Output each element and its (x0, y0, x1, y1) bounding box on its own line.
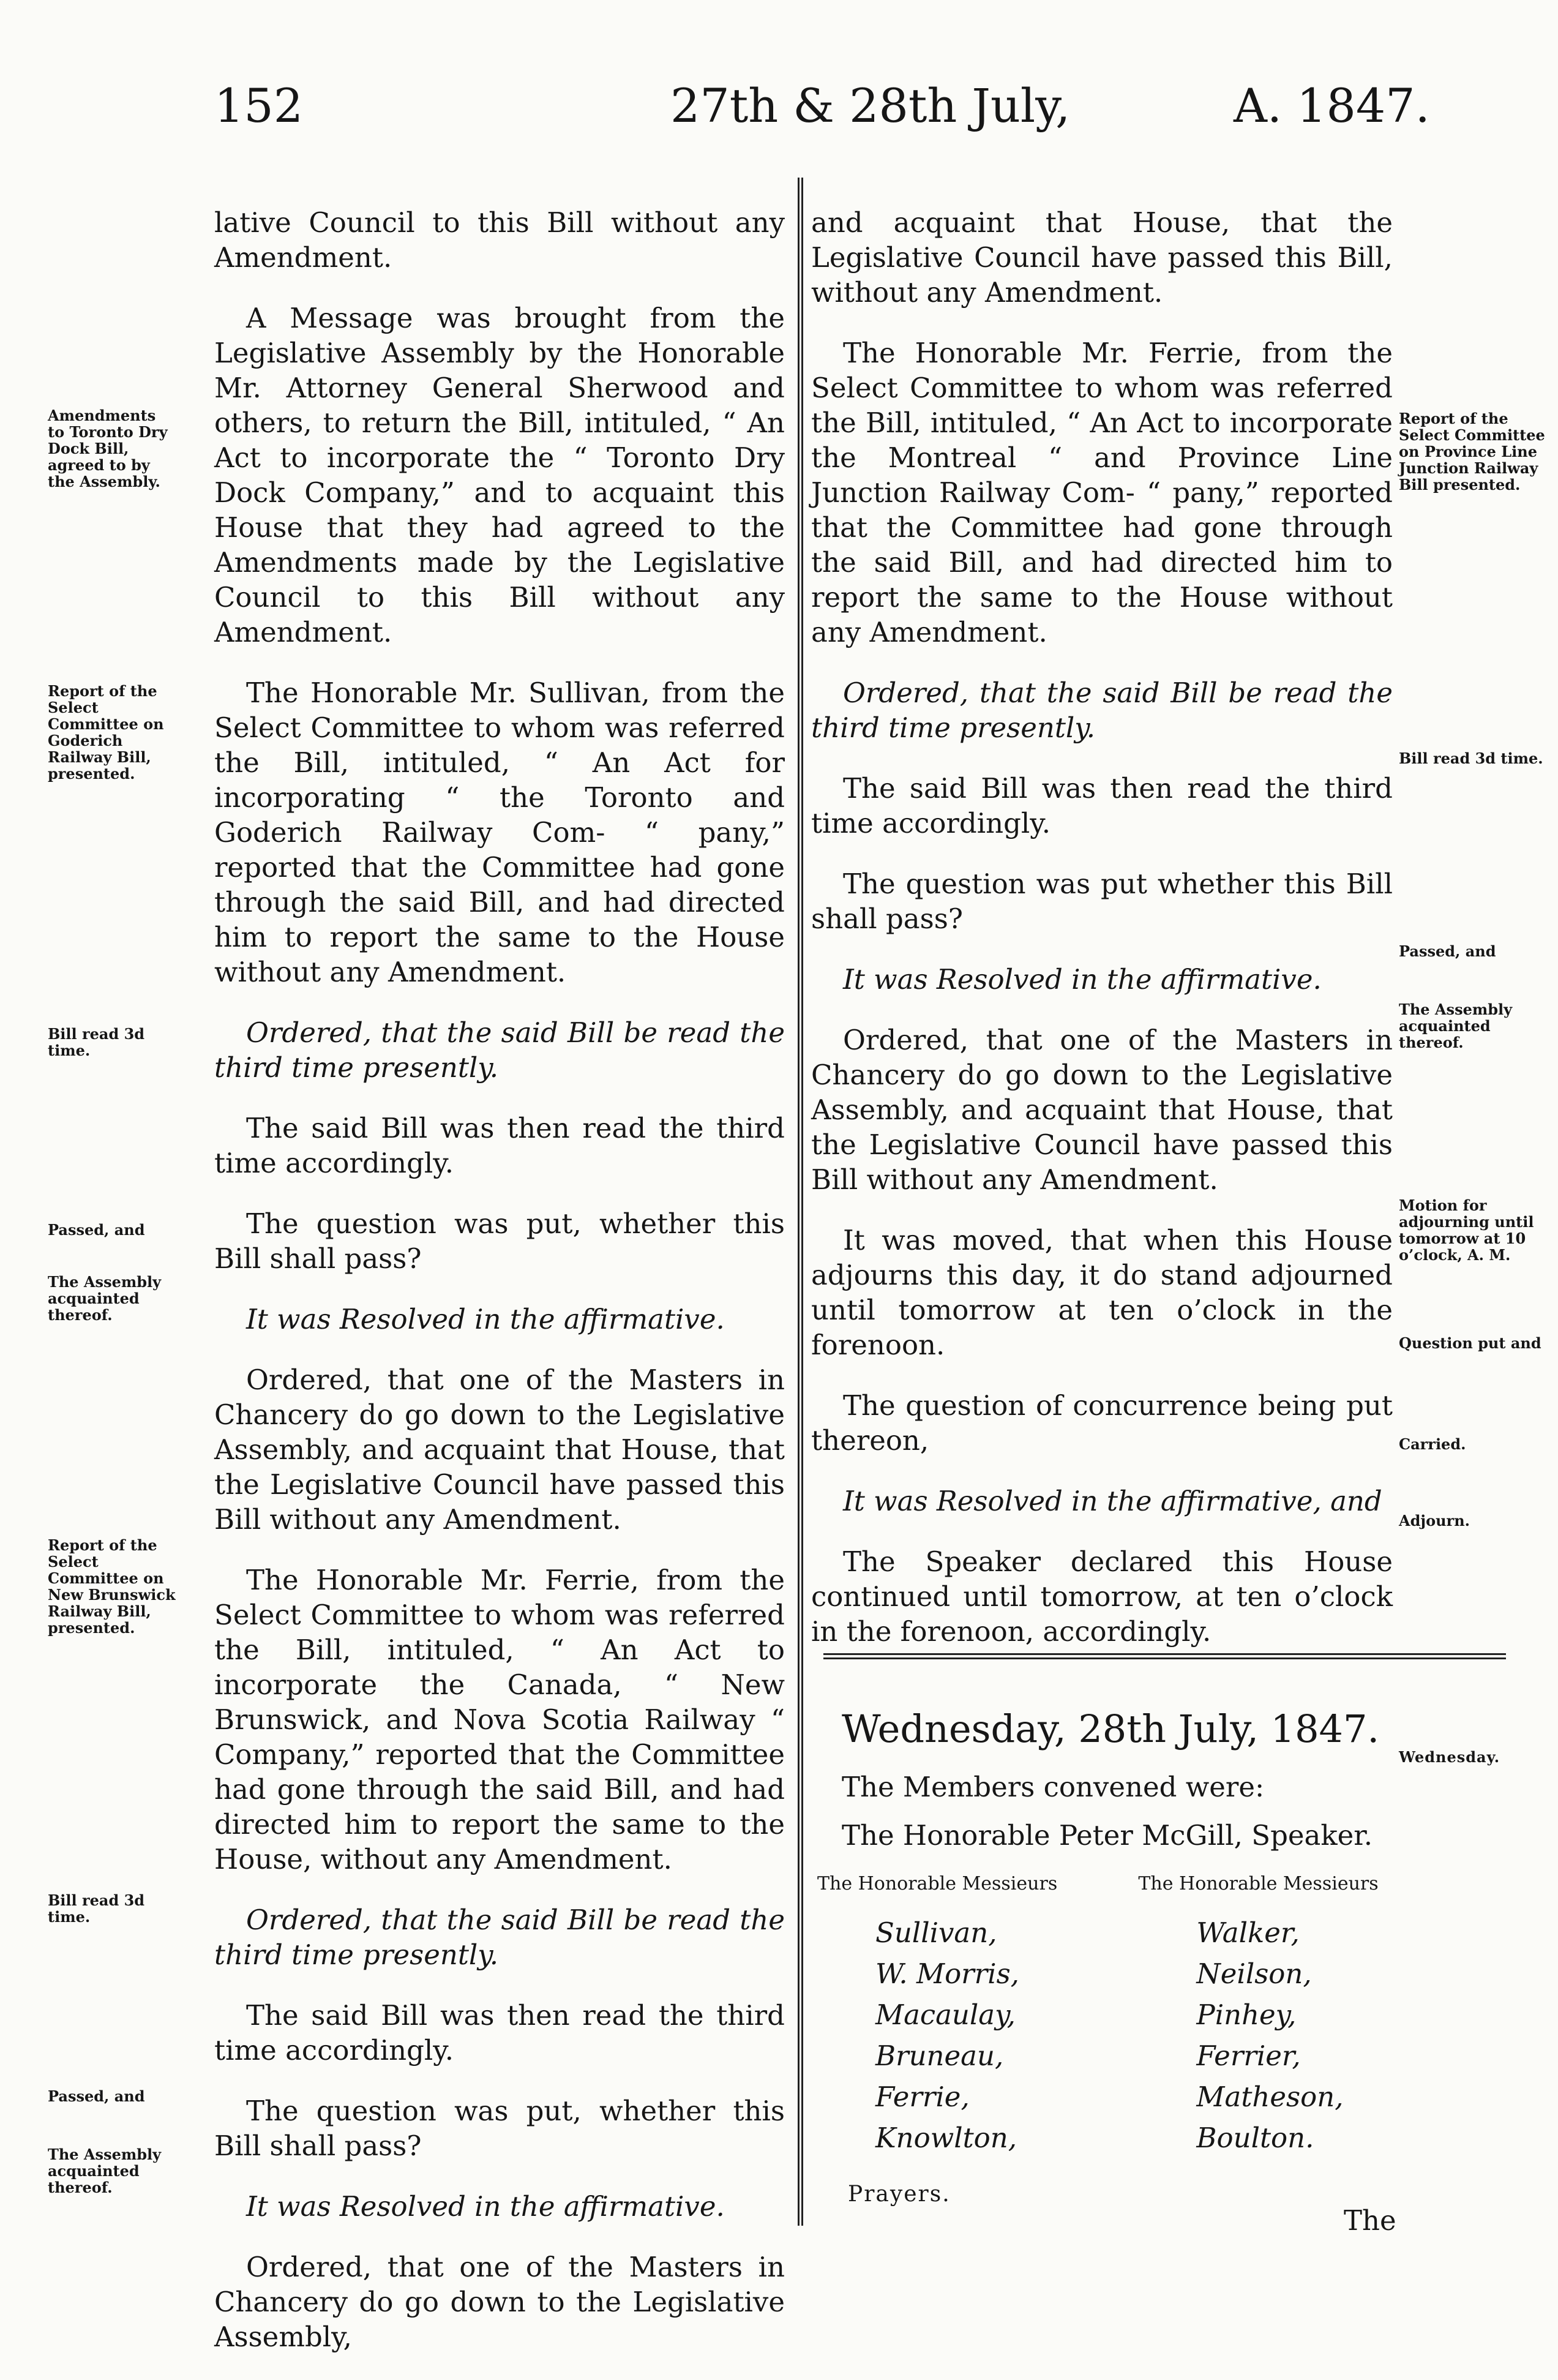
paragraph: It was Resolved in the affirmative. (246, 2190, 725, 2223)
margin-note: Report of the Select Committee on New Brunswick Railway Bill, presented. (48, 1536, 176, 1637)
attendance-list (811, 1770, 1393, 1853)
margin-note: Bill read 3d time. (48, 1891, 145, 1926)
paragraph: Ordered, that the said Bill be read the third time presently. (214, 1016, 785, 1084)
paragraph: It was moved, that when this House adjourns this day, it do stand adjourned until tomorrow at ten o’clock in the forenoon. (811, 1224, 1393, 1361)
margin-note: Carried. (1399, 1435, 1466, 1453)
member-name: Walker, (1196, 1916, 1300, 1949)
prayers-line: Prayers. (848, 2182, 951, 2207)
margin-note: Report of the Select Committee on Goderich Railway Bill, presented. (48, 682, 164, 783)
paragraph: The Honorable Mr. Sullivan, from the Select Committee to whom was referred the Bill, intituled, “ An Act for incorporating “ the Toronto and Goderich Railway Com- “ pany,” reported that the Committee had gone through the said Bill, and had directed him to report the same to the House without any Amendment. (214, 677, 785, 988)
margin-note: The Assembly acquainted thereof. (1399, 1000, 1513, 1051)
member-name: Matheson, (1196, 2081, 1344, 2113)
members-line: The Members convened were: (842, 1771, 1265, 1803)
margin-note: Motion for adjourning until tomorrow at 10 o’clock, A. M. (1399, 1196, 1534, 1264)
paragraph: The question was put, whether this Bill shall pass? (214, 1207, 785, 1275)
margin-note: The Assembly acquainted thereof. (48, 2145, 162, 2196)
page-date: 27th & 28th July, (670, 78, 1071, 133)
day-heading: Wednesday, 28th July, 1847. (842, 1706, 1380, 1751)
right-column (811, 205, 1393, 2212)
paragraph: Ordered, that one of the Masters in Chancery do go down to the Legislative Assembly, and acquaint that House, that the Legislative Council have passed this Bill without any Amendment. (214, 1364, 785, 1536)
paragraph: It was Resolved in the affirmative, and (843, 1485, 1382, 1517)
margin-note: Adjourn. (1399, 1512, 1470, 1530)
paragraph: Ordered, that the said Bill be read the third time presently. (811, 677, 1393, 744)
column-divider (798, 178, 803, 2226)
margin-note: Passed, and (48, 2087, 145, 2105)
left-column (214, 205, 785, 2380)
member-name: Sullivan, (875, 1916, 997, 1949)
member-column-header: The Honorable Messieurs (817, 1873, 1058, 1894)
paragraph: The said Bill was then read the third time accordingly. (811, 772, 1393, 839)
member-column (1138, 1866, 1393, 2158)
paragraph: and acquaint that House, that the Legislative Council have passed this Bill, without any Amendment. (811, 206, 1393, 309)
paragraph: lative Council to this Bill without any Amendment. (214, 206, 785, 274)
catchword: The (1344, 2204, 1396, 2237)
paragraph: The question was put, whether this Bill shall pass? (214, 2095, 785, 2162)
member-name: Boulton. (1196, 2122, 1314, 2154)
paragraph: The Honorable Mr. Ferrie, from the Select Committee to whom was referred the Bill, intituled, “ An Act to incorporate the Canada, “ New Brunswick, and Nova Scotia Railway “ Company,” reported that the Committee had gone through the said Bill, and had directed him to report the same to the House, without any Amendment. (214, 1564, 785, 1875)
member-name: Neilson, (1196, 1958, 1312, 1990)
member-column (817, 1866, 1138, 2158)
paragraph: The said Bill was then read the third time accordingly. (214, 1999, 785, 2067)
paragraph: The Speaker declared this House continued until tomorrow, at ten o’clock in the forenoon, accordingly. (811, 1545, 1393, 1648)
paragraph: Ordered, that one of the Masters in Chancery do go down to the Legislative Assembly, and acquaint that House, that the Legislative Council have passed this Bill without any Amendment. (811, 1024, 1393, 1196)
paragraph: It was Resolved in the affirmative. (246, 1303, 725, 1335)
margin-note: Passed, and (48, 1221, 145, 1239)
margin-note: Question put and (1399, 1334, 1541, 1352)
margin-note: The Assembly acquainted thereof. (48, 1273, 162, 1324)
margin-note: Amendments to Toronto Dry Dock Bill, agreed to by the Assembly. (48, 407, 168, 490)
margin-note: Passed, and (1399, 942, 1496, 960)
day-side-label: Wednesday. (1399, 1748, 1500, 1766)
member-column-header: The Honorable Messieurs (1138, 1873, 1379, 1894)
member-names (817, 1866, 1393, 2158)
paragraph: The Honorable Mr. Ferrie, from the Select Committee to whom was referred the Bill, intituled, “ An Act to incorporate the Montreal “ and Province Line Junction Railway Com- “ pany,” reported that the Committee had gone through the said Bill, and had directed him to report the same to the House without any Amendment. (811, 337, 1393, 648)
member-name: Ferrie, (875, 2081, 970, 2113)
margin-note: Report of the Select Committee on Province Line Junction Railway Bill presented. (1399, 410, 1545, 494)
member-name: Bruneau, (875, 2040, 1004, 2072)
paragraph: It was Resolved in the affirmative. (843, 963, 1322, 996)
member-name: W. Morris, (875, 1958, 1019, 1990)
member-name: Pinhey, (1196, 1999, 1297, 2031)
paragraph: A Message was brought from the Legislative Assembly by the Honorable Mr. Attorney General Sherwood and others, to return the Bill, intituled, “ An Act to incorporate the “ Toronto Dry Dock Company,” and to acquaint this House that they had agreed to the Amendments made by the Legislative Council to this Bill without any Amendment. (214, 302, 785, 648)
page-number: 152 (214, 78, 304, 133)
margin-note: Bill read 3d time. (48, 1025, 145, 1059)
paragraph: Ordered, that the said Bill be read the third time presently. (214, 1904, 785, 1971)
margin-note: Bill read 3d time. (1399, 749, 1543, 767)
speaker-line: The Honorable Peter McGill, Speaker. (842, 1819, 1373, 1852)
paragraph: The question was put whether this Bill shall pass? (811, 868, 1393, 935)
member-name: Knowlton, (875, 2122, 1017, 2154)
page-year: A. 1847. (1234, 78, 1430, 133)
member-name: Ferrier, (1196, 2040, 1301, 2072)
paragraph: Ordered, that one of the Masters in Chancery do go down to the Legislative Assembly, (214, 2251, 785, 2353)
paragraph: The said Bill was then read the third time accordingly. (214, 1112, 785, 1179)
member-name: Macaulay, (875, 1999, 1016, 2031)
paragraph: The question of concurrence being put thereon, (811, 1389, 1393, 1457)
